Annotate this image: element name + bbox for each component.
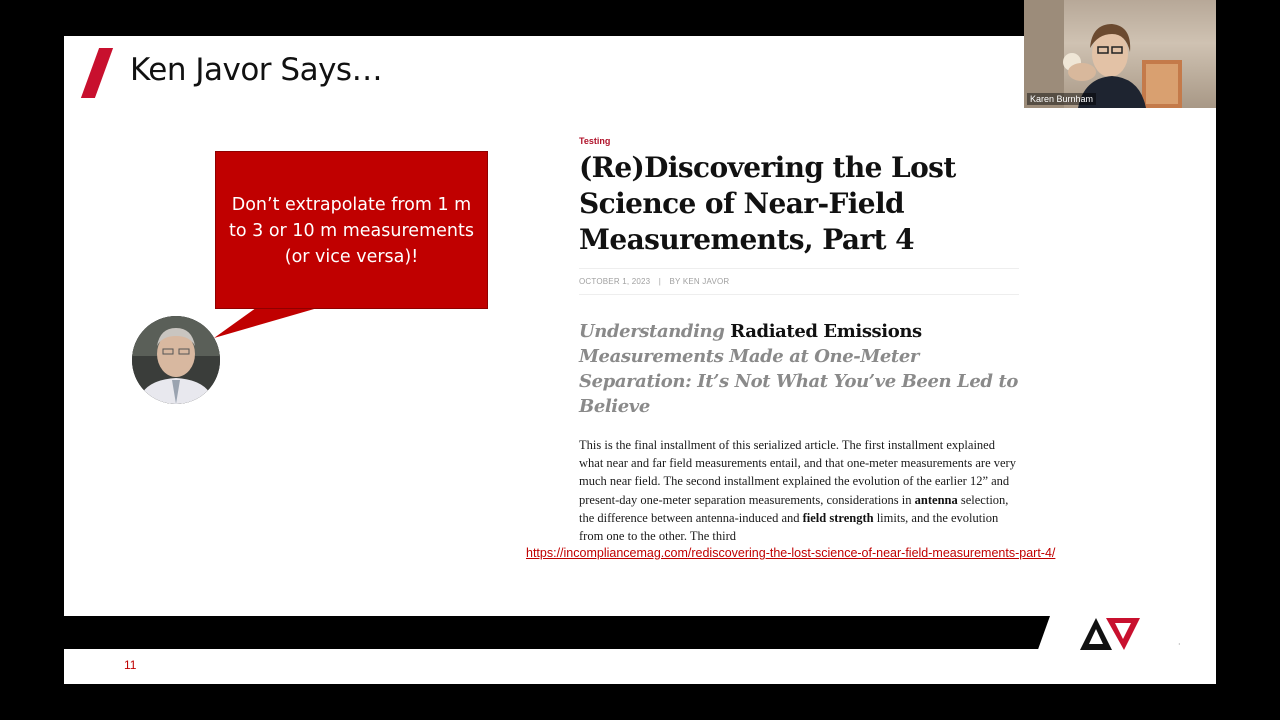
footer-bar xyxy=(64,616,1050,649)
participant-name: Karen Burnham xyxy=(1027,93,1096,105)
article-category[interactable]: Testing xyxy=(579,136,611,146)
participant-video-icon xyxy=(1024,0,1216,108)
company-logo-icon xyxy=(1080,614,1142,654)
body-keyword-field-strength[interactable]: field strength xyxy=(802,510,874,525)
slide-title: Ken Javor Says… xyxy=(130,52,383,88)
article-body xyxy=(579,436,1019,545)
decorative-mark: · xyxy=(1178,640,1181,649)
article-date: OCTOBER 1, 2023 xyxy=(579,277,651,286)
meta-separator: | xyxy=(658,277,662,286)
webcam-tile[interactable] xyxy=(1024,0,1216,108)
quote-callout xyxy=(215,151,488,309)
subhead-prefix: Understanding xyxy=(579,321,725,342)
article-meta xyxy=(579,268,1019,295)
article-link[interactable]: https://incompliancemag.com/rediscovering-the-lost-science-of-near-field-measurements-part-4/ xyxy=(526,546,1056,560)
callout-tail xyxy=(212,304,332,340)
article-headline: (Re)Discovering the Lost Science of Near-Field Measurements, Part 4 xyxy=(579,151,956,256)
article-screenshot xyxy=(579,136,1019,545)
body-part-1: This is the final installment of this serialized article. The first installment explained what near and far field measurements entail, and that one-meter measurements are very much near field. The second installment explained the evolution of the earlier 12” and present-day one-meter separation measurements, considerations in xyxy=(579,438,1016,507)
article-byline[interactable]: BY KEN JAVOR xyxy=(669,277,730,286)
body-keyword-antenna[interactable]: antenna xyxy=(914,492,958,507)
slide xyxy=(64,36,1216,684)
body-part-2: selection, the difference between antenna-induced and xyxy=(579,492,1009,525)
page-number: 11 xyxy=(124,658,137,672)
title-accent-slash xyxy=(81,48,113,98)
article-subhead xyxy=(579,319,1019,419)
body-part-3: limits, and the evolution from one to the other. The third xyxy=(579,510,999,544)
subhead-keyword[interactable]: Radiated Emissions xyxy=(730,321,922,342)
person-photo-icon xyxy=(132,316,220,404)
callout-text: Don’t extrapolate from 1 m to 3 or 10 m measurements (or vice versa)! xyxy=(229,195,474,267)
subhead-rest: Measurements Made at One-Meter Separation: It’s Not What You’ve Been Led to Believe xyxy=(579,346,1018,417)
avatar xyxy=(132,316,220,404)
